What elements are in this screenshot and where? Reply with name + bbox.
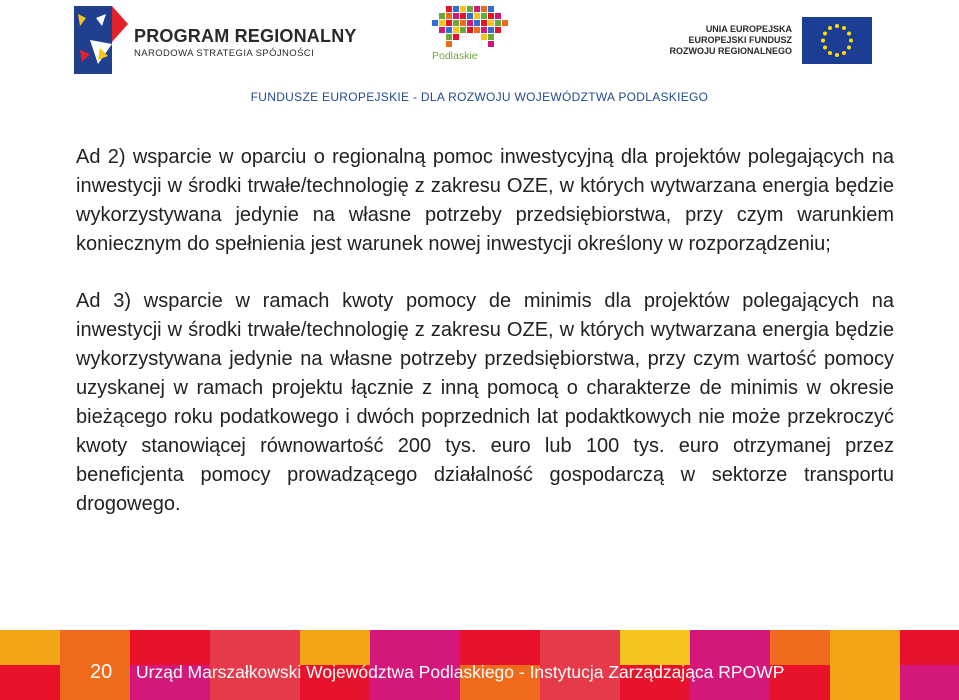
eu-logo [670, 14, 880, 70]
slide-header [0, 0, 959, 110]
podlaskie-logo [418, 2, 530, 72]
program-title: PROGRAM REGIONALNY [134, 26, 357, 46]
podlaskie-bison-logo-icon [426, 2, 518, 50]
header-tagline: FUNDUSZE EUROPEJSKIE - DLA ROZWOJU WOJEWÓDZTWA PODLASKIEGO [250, 90, 709, 104]
eu-line-3: ROZWOJU REGIONALNEGO [669, 46, 792, 56]
podlaskie-logo-label: Podlaskie [432, 50, 478, 62]
slide-footer [0, 630, 959, 700]
page-number: 20 [90, 661, 113, 683]
eu-flag-icon [802, 17, 872, 64]
eu-line-2: EUROPEJSKI FUNDUSZ [688, 35, 792, 45]
eu-logo-text [669, 24, 792, 57]
paragraph-ad-3: Ad 3) wsparcie w ramach kwoty pomocy de minimis dla projektów polegających na inwestycji w środki trwałe/technologię z zakresu OZE, w których wytwarzana energia będzie wykorzystywana jedynie na własne potrzeby przedsiębiorstwa, przy czym wartość pomocy uzyskanej w ramach projektu łącznie z inną pomocą o charakterze de minimis w okresie bieżącego roku podatkowego i dwóch poprzednich lat podaktkowych nie może przekroczyć kwoty stanowiącej równowartość 200 tys. euro lub 100 tys. euro otrzymanej przez beneficjenta pomocy prowadzącego działalność gospodarczą w sektorze transportu drogowego. [76, 290, 894, 515]
footer-institution: Urząd Marszałkowski Województwa Podlaskiego - Instytucja Zarządzająca RPOWP [136, 662, 785, 682]
program-regionalny-logo-icon [72, 4, 130, 76]
program-subtitle: NARODOWA STRATEGIA SPÓJNOŚCI [134, 48, 315, 59]
paragraph-ad-2: Ad 2) wsparcie w oparciu o regionalną pomoc inwestycyjną dla projektów polegających na inwestycji w środki trwałe/technologię z zakresu OZE, w których wytwarzana energia będzie wykorzystywana jedynie na własne potrzeby przedsiębiorstwa, przy czym warunkiem koniecznym do spełnienia jest warunek nowej inwestycji określony w rozporządzeniu; [76, 146, 894, 255]
program-regionalny-logo [72, 4, 362, 76]
slide-body [76, 143, 894, 519]
eu-line-1: UNIA EUROPEJSKA [705, 24, 792, 34]
